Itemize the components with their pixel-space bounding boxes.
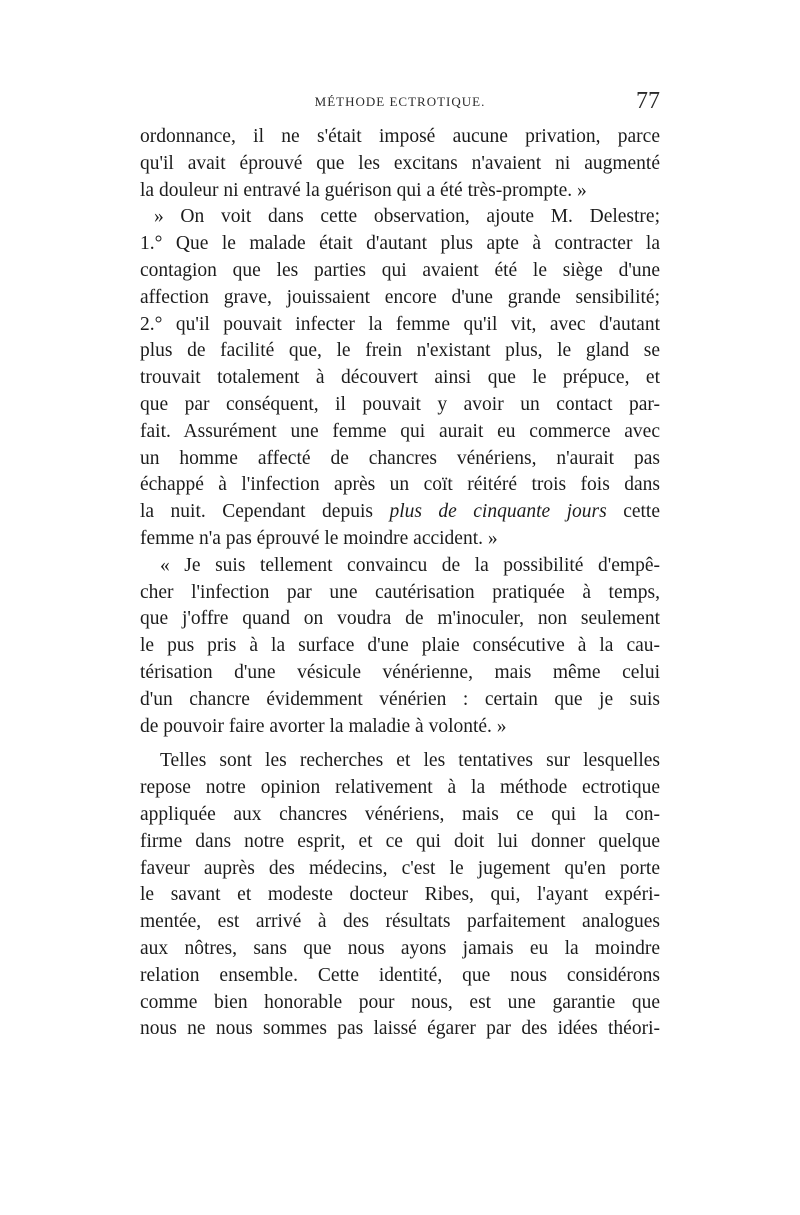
text-line: trouvait totalement à découvert ainsi que le prépuce, et bbox=[140, 367, 660, 389]
text-line: la douleur ni entravé la guérison qui a été très-prompte. » bbox=[140, 179, 587, 201]
text-line: d'un chancre évidemment vénérien : certain que je suis bbox=[140, 688, 660, 710]
text-line: firme dans notre esprit, et ce qui doit lui donner quelque bbox=[140, 830, 660, 852]
page-header bbox=[140, 88, 660, 128]
italic-phrase: plus de cinquante jours bbox=[389, 501, 607, 523]
text-line: nous ne nous sommes pas laissé égarer par des idées théori- bbox=[140, 1018, 660, 1040]
text-line: femme n'a pas éprouvé le moindre accident. » bbox=[140, 527, 498, 549]
text-line: cher l'infection par une cautérisation pratiquée à temps, bbox=[140, 581, 660, 603]
text-line-with-italic bbox=[140, 499, 660, 526]
text-line: 1.° Que le malade était d'autant plus apte à contracter la bbox=[140, 233, 660, 255]
text-run: la nuit. Cependant depuis bbox=[140, 501, 373, 523]
text-line: le savant et modeste docteur Ribes, qui, l'ayant expéri- bbox=[140, 884, 660, 906]
text-line: 2.° qu'il pouvait infecter la femme qu'il vit, avec d'autant bbox=[140, 313, 660, 335]
text-line: relation ensemble. Cette identité, que nous considérons bbox=[140, 964, 660, 986]
text-line: Telles sont les recherches et les tentatives sur lesquelles bbox=[160, 750, 660, 772]
text-line: qu'il avait éprouvé que les excitans n'avaient ni augmenté bbox=[140, 152, 660, 174]
body-text bbox=[140, 124, 660, 1043]
text-line: fait. Assurément une femme qui aurait eu commerce avec bbox=[140, 420, 660, 442]
text-line: térisation d'une vésicule vénérienne, mais même celui bbox=[140, 661, 660, 683]
page-number: 77 bbox=[636, 88, 660, 114]
text-line: affection grave, jouissaient encore d'une grande sensibilité; bbox=[140, 286, 660, 308]
text-line: appliquée aux chancres vénériens, mais ce qui la con- bbox=[140, 803, 660, 825]
text-line: contagion que les parties qui avaient été le siège d'une bbox=[140, 259, 660, 281]
text-line: » On voit dans cette observation, ajoute M. Delestre; bbox=[154, 206, 660, 228]
text-line: de pouvoir faire avorter la maladie à volonté. » bbox=[140, 715, 507, 737]
text-line: un homme affecté de chancres vénériens, n'aurait pas bbox=[140, 447, 660, 469]
text-line: repose notre opinion relativement à la méthode ectrotique bbox=[140, 777, 660, 799]
text-line: que par conséquent, il pouvait y avoir un contact par- bbox=[140, 393, 660, 415]
text-line: faveur auprès des médecins, c'est le jugement qu'en porte bbox=[140, 857, 660, 879]
text-line: aux nôtres, sans que nous ayons jamais eu la moindre bbox=[140, 937, 660, 959]
text-line: « Je suis tellement convaincu de la possibilité d'empê- bbox=[160, 554, 660, 576]
text-line: comme bien honorable pour nous, est une garantie que bbox=[140, 991, 660, 1013]
text-line: plus de facilité que, le frein n'existant plus, le gland se bbox=[140, 340, 660, 362]
text-line: le pus pris à la surface d'une plaie consécutive à la cau- bbox=[140, 635, 660, 657]
text-line: ordonnance, il ne s'était imposé aucune privation, parce bbox=[140, 126, 660, 147]
text-line: que j'offre quand on voudra de m'inoculer, non seulement bbox=[140, 608, 660, 630]
text-line: échappé à l'infection après un coït réitéré trois fois dans bbox=[140, 474, 660, 496]
text-run: cette bbox=[623, 501, 660, 523]
text-line: mentée, est arrivé à des résultats parfaitement analogues bbox=[140, 911, 660, 933]
running-head: MÉTHODE ECTROTIQUE. bbox=[314, 94, 486, 109]
